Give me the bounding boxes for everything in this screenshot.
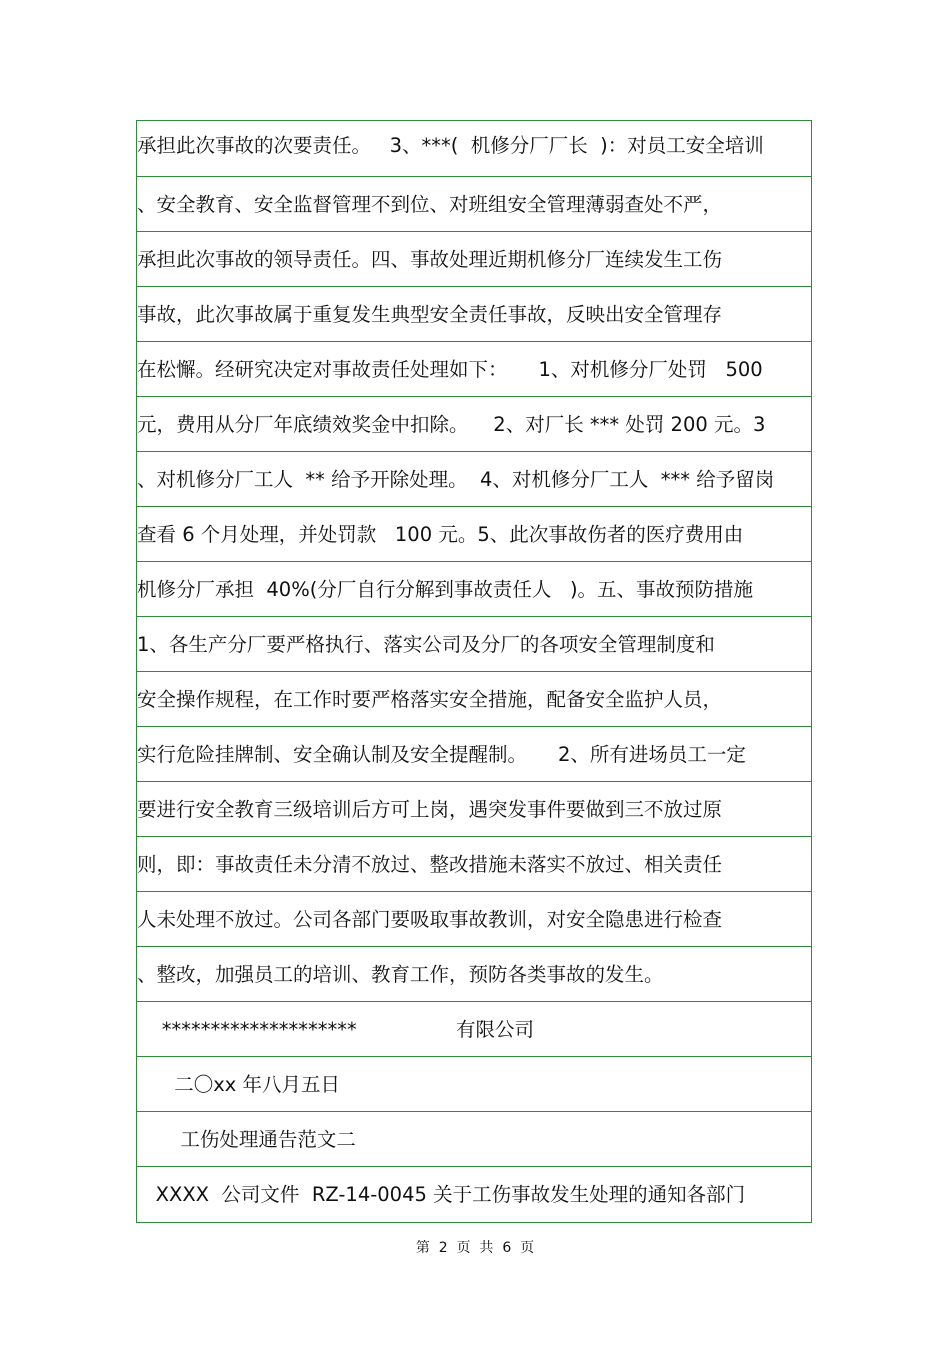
date-line: 二〇xx 年八月五日 bbox=[137, 1057, 811, 1112]
text-line: 在松懈。经研究决定对事故责任处理如下： 1、对机修分厂处罚 500 bbox=[137, 342, 811, 397]
text-line: 、对机修分厂工人 ** 给予开除处理。 4、对机修分厂工人 *** 给予留岗 bbox=[137, 452, 811, 507]
text-line: 要进行安全教育三级培训后方可上岗，遇突发事件要做到三不放过原 bbox=[137, 782, 811, 837]
text-line: 安全操作规程，在工作时要严格落实安全措施，配备安全监护人员， bbox=[137, 672, 811, 727]
text-line: 承担此次事故的领导责任。四、事故处理近期机修分厂连续发生工伤 bbox=[137, 232, 811, 287]
text-line: 、安全教育、安全监督管理不到位、对班组安全管理薄弱查处不严， bbox=[137, 177, 811, 232]
text-line: 人未处理不放过。公司各部门要吸取事故教训，对安全隐患进行检查 bbox=[137, 892, 811, 947]
company-signature-line: ******************** 有限公司 bbox=[137, 1002, 811, 1057]
text-line: 事故，此次事故属于重复发生典型安全责任事故，反映出安全管理存 bbox=[137, 287, 811, 342]
text-line: 查看 6 个月处理，并处罚款 100 元。5、此次事故伤者的医疗费用由 bbox=[137, 507, 811, 562]
text-line: 元，费用从分厂年底绩效奖金中扣除。 2、对厂长 *** 处罚 200 元。3 bbox=[137, 397, 811, 452]
text-line: 承担此次事故的次要责任。 3、***( 机修分厂厂长 )：对员工安全培训 bbox=[137, 121, 811, 177]
text-line: 、整改，加强员工的培训、教育工作，预防各类事故的发生。 bbox=[137, 947, 811, 1002]
page-number-footer: 第 2 页 共 6 页 bbox=[415, 1240, 535, 1256]
text-line: 实行危险挂牌制、安全确认制及安全提醒制。 2、所有进场员工一定 bbox=[137, 727, 811, 782]
section-heading: 工伤处理通告范文二 bbox=[137, 1112, 811, 1167]
text-line: 则，即：事故责任未分清不放过、整改措施未落实不放过、相关责任 bbox=[137, 837, 811, 892]
text-line: 1、各生产分厂要严格执行、落实公司及分厂的各项安全管理制度和 bbox=[137, 617, 811, 672]
document-header-line: XXXX 公司文件 RZ-14-0045 关于工伤事故发生处理的通知各部门 bbox=[137, 1183, 746, 1206]
text-line: 机修分厂承担 40%(分厂自行分解到事故责任人 )。五、事故预防措施 bbox=[137, 562, 811, 617]
document-table bbox=[136, 120, 812, 1223]
